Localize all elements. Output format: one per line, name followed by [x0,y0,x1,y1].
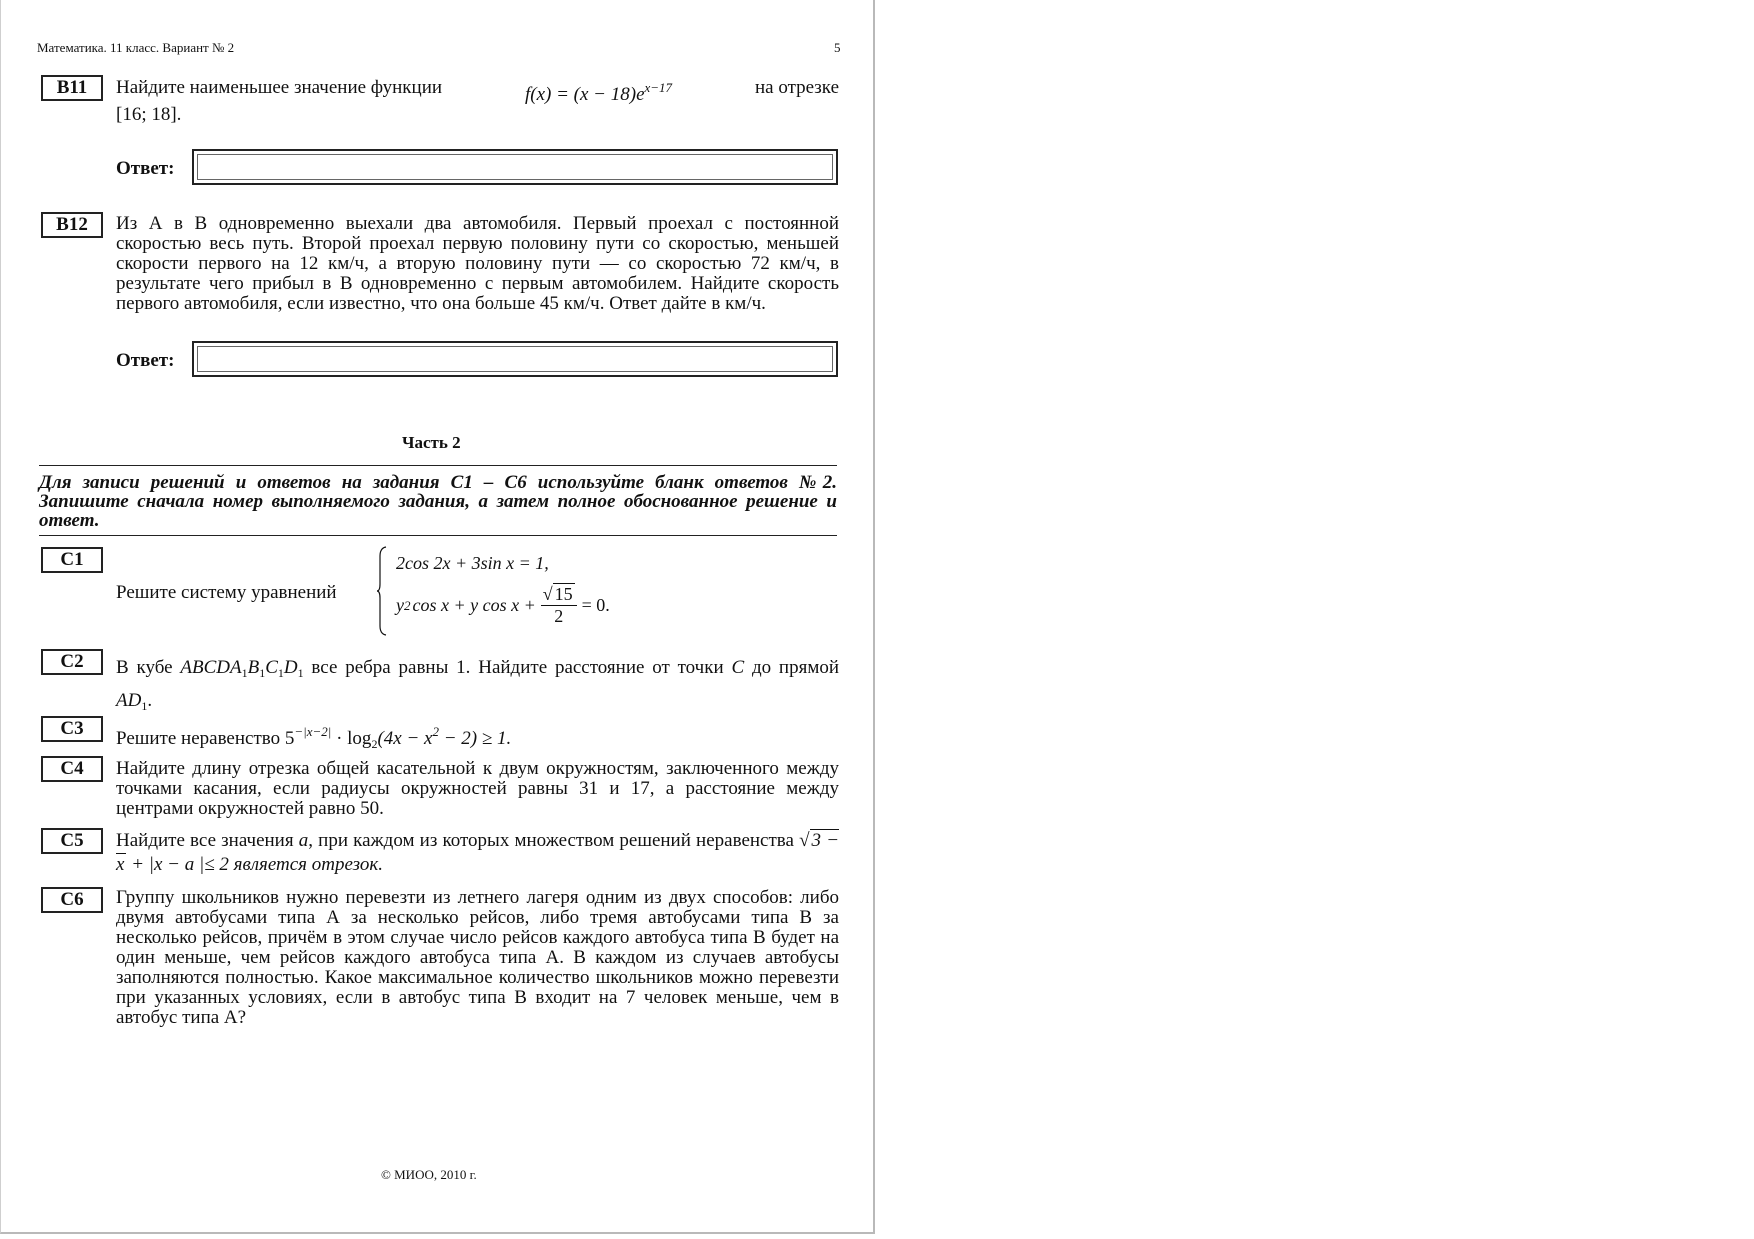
task-c6-text: Группу школьников нужно перевезти из летнего лагеря одним из двух способов: либо двумя автобусами типа А за несколько рейсов, либо тремя автобусами типа В за несколько рейсов, причём в этом случае число рейсов каждого автобуса типа В будет на один меньше, чем рейсов каждого автобуса типа А. В каждом из случаев автобусы заполняются полностью. Какое максимальное количество школьников можно перевезти при указанных условиях, если в автобус типа В входит на 7 человек меньше, чем в автобус типа А? [116,887,839,1028]
task-label-c6: C6 [41,887,103,913]
fraction: $\frac{√ 15}{2}$ [541,584,577,627]
task-c3-text: Решите неравенство $5^{-|x-2|} \cdot \log_2(4x - x^2 - 2) \ge 1$. [116,724,512,751]
task-c5-text: Найдите все значения a, при каждом из которых множеством решений неравенства √ 3 − x + |x − a |≤ 2 является отрезок. [116,830,840,875]
exam-page [0,0,875,1234]
answer-field-b11[interactable] [192,149,838,185]
divider [39,535,837,536]
task-label-c5: C5 [41,828,103,854]
page-header: Математика. 11 класс. Вариант № 2 [37,40,235,55]
divider [39,465,837,466]
equation-2: y 2 cos x + y cos x + $\frac{√ 15}{2}$ = 0. [396,584,610,626]
task-label-b11: B11 [41,75,103,101]
part2-title: Часть 2 [402,433,461,452]
equation-1: 2cos 2x + 3sin x = 1, [396,553,549,573]
task-label-b12: B12 [41,212,103,238]
task-c2-text: В кубе $ABCDA_1B_1C_1D_1$ все ребра равны 1. Найдите расстояние от точки C до прямой $AD_1$. [116,657,840,713]
footer-copyright: © МИОО, 2010 г. [381,1167,477,1182]
task-label-c2: C2 [41,649,103,675]
answer-label: Ответ: [116,350,175,371]
answer-label: Ответ: [116,158,175,179]
part2-instruction: Для записи решений и ответов на задания С1 – С6 используйте бланк ответов №2. Запишите сначала номер выполняемого задания, а затем полное обоснованное решение и ответ. [39,472,837,531]
task-label-c3: C3 [41,716,103,742]
task-c1-text: Решите систему уравнений [116,582,337,603]
system-brace [377,546,387,636]
task-label-c1: C1 [41,547,103,573]
page-number: 5 [834,40,841,55]
task-c4-text: Найдите длину отрезка общей касательной к двум окружностям, заключенного между точками касания, если радиусы окружностей равны 31 и 17, а расстояние между центрами окружностей равно 50. [116,758,839,819]
task-label-c4: C4 [41,756,103,782]
task-b11-text: Найдите наименьшее значение функции $f(x) = (x - 18)e^{x-17}$ на отрезке [16; 18]. [116,77,839,125]
task-b12-text: Из А в В одновременно выехали два автомобиля. Первый проехал с постоянной скоростью весь путь. Второй проехал первую половину пути со скоростью, меньшей скорости первого на 12 км/ч, а вторую половину пути — со скоростью 72 км/ч, в результате чего прибыл в В одновременно с первым автомобилем. Найдите скорость первого автомобиля, если известно, что она больше 45 км/ч. Ответ дайте в км/ч. [116,213,839,314]
answer-field-b12[interactable] [192,341,838,377]
